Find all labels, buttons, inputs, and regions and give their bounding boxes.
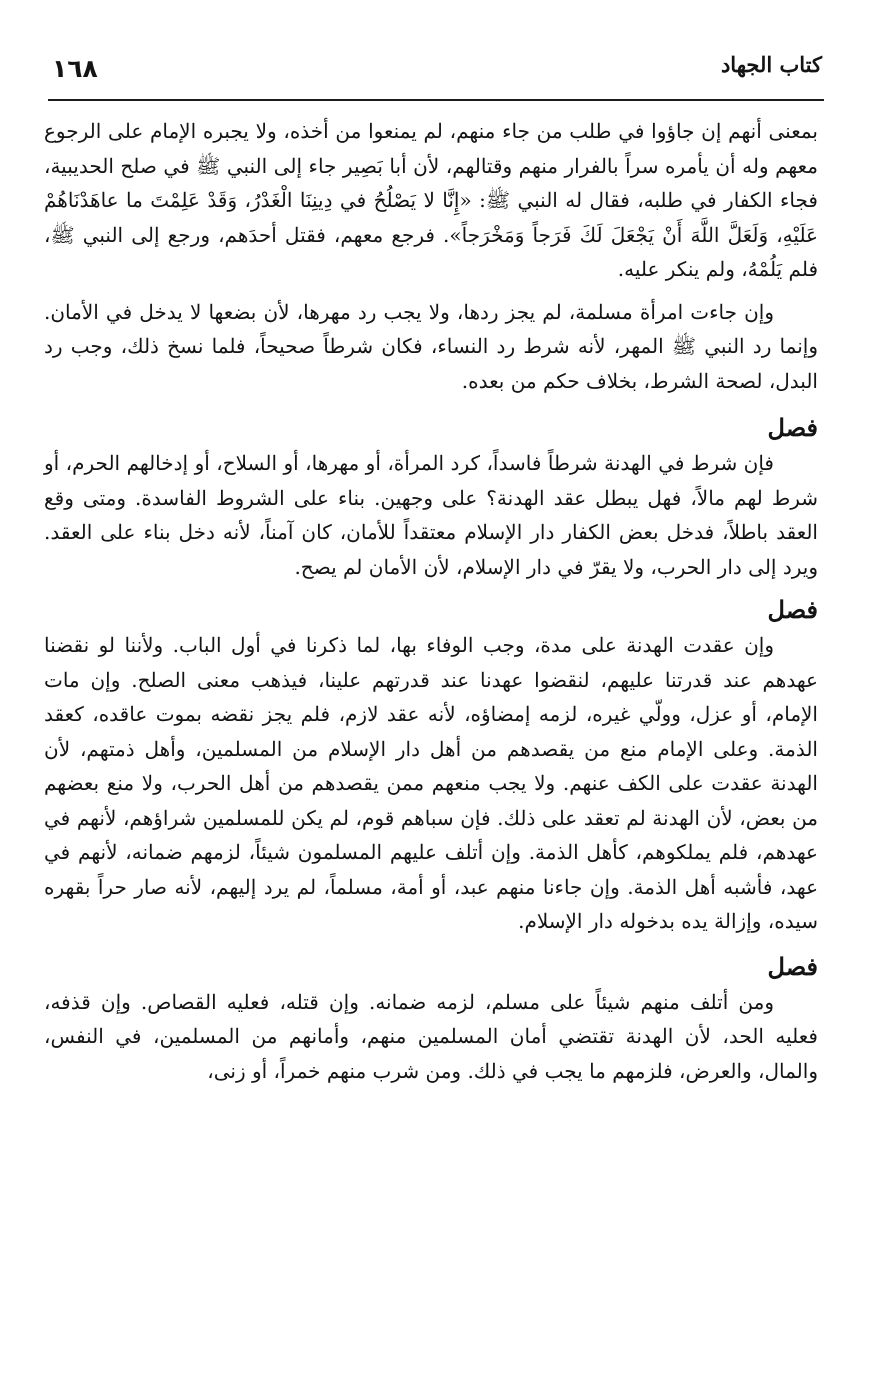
section-heading: فصل: [767, 413, 818, 442]
page-number: ١٦٨: [52, 54, 98, 83]
paragraph-text: بمعنى أنهم إن جاؤوا في طلب من جاء منهم، لم يمنعوا من أخذه، ولا يجبره الإمام على الرجوع معهم وله أن يأمره سراً بالفرار منهم وقتالهم، لأن أبا بَصِير جاء إلى النبي ﷺ في صلح الحديبية، فجاء الكفار في طلبه، فقال له النبي ﷺ: «إِنَّا لا يَصْلُحُ في دِينِنَا الْغَدْرُ، وَقَدْ عَلِمْتَ ما عاهَدْنَاهُمْ عَلَيْهِ، وَلَعَلَّ اللَّهَ أَنْ يَجْعَلَ لَكَ فَرَجاً وَمَخْرَجاً». فرجع معهم، فقتل أحدَهم، ورجع إلى النبي ﷺ، فلم يَلُمْهُ، ولم ينكر عليه.: [44, 119, 818, 281]
page-header: [30, 48, 820, 92]
paragraph-text: وإن جاءت امرأة مسلمة، لم يجز ردها، ولا يجب رد مهرها، لأن بضعها لا يدخل في الأمان. وإنما رد النبي ﷺ المهر، لأنه شرط رد النساء، فكان شرطاً صحيحاً، فلما نسخ ذلك، وجب رد البدل، لصحة الشرط، بخلاف حكم من بعده.: [44, 299, 818, 393]
paragraph-abu-basir: [44, 114, 818, 287]
section-heading: فصل: [767, 595, 818, 624]
paragraph-text: ومن أتلف منهم شيئاً على مسلم، لزمه ضمانه. وإن قتله، فعليه القصاص. وإن قذفه، فعليه الحد، لأن الهدنة تقتضي أمان المسلمين منهم، وأمانهم من المسلمين، في النفس، والمال، والعرض، فلزمهم ما يجب في ذلك. ومن شرب منهم خمراً، أو زنى،: [44, 989, 818, 1083]
paragraph-invalid-condition: [44, 446, 818, 584]
paragraph-muslim-woman: [44, 295, 818, 399]
section-heading: فصل: [767, 951, 818, 981]
header-rule: [48, 99, 824, 101]
paragraph-text: فإن شرط في الهدنة شرطاً فاسداً، كرد المرأة، أو مهرها، أو السلاح، أو إدخالهم الحرم، أو شرط لهم مالاً، فهل يبطل عقد الهدنة؟ على وجهين. بناء على الشروط الفاسدة. ومتى وقع العقد باطلاً، فدخل بعض الكفار دار الإسلام معتقداً للأمان، كان آمناً، لأنه دخل بناء على العقد. ويرد إلى دار الحرب، ولا يقرّ في دار الإسلام، لأن الأمان لم يصح.: [44, 451, 818, 579]
paragraph-truce-duration: [44, 628, 818, 939]
running-head: كتاب الجهاد: [720, 52, 822, 77]
paragraph-damages: [44, 985, 818, 1089]
page-body: [44, 114, 818, 1088]
paragraph-text: وإن عقدت الهدنة على مدة، وجب الوفاء بها، لما ذكرنا في أول الباب. ولأننا لو نقضنا عهدهم عند قدرتنا عليهم، لنقضوا عهدنا عند قدرتهم علينا، فيذهب معنى الصلح. وإن مات الإمام، أو عزل، وولّي غيره، لزمه إمضاؤه، لأنه عقد لازم، فلم يجز نقضه بموت عاقده، كعقد الذمة. وعلى الإمام منع من يقصدهم من أهل دار الإسلام من المسلمين، وأهل ذمتهم، لأن الهدنة عقدت على الكف عنهم. ولا يجب منعهم ممن يقصدهم من أهل الحرب، ولا منع بعضهم من بعض، لأن الهدنة لم تعقد على ذلك. فإن سباهم قوم، لم يكن للمسلمين شراؤهم، لأنهم في عهدهم، فلم يملكوهم، كأهل الذمة. وإن أتلف عليهم المسلمون شيئاً، لزمهم ضمانه، لأنهم في عهد، فأشبه أهل الذمة. وإن جاءنا منهم عبد، أو أمة، مسلماً، لم يرد إليهم، لأنه صار حراً بقهره سيده، وإزالة يده بدخوله دار الإسلام.: [44, 633, 818, 933]
